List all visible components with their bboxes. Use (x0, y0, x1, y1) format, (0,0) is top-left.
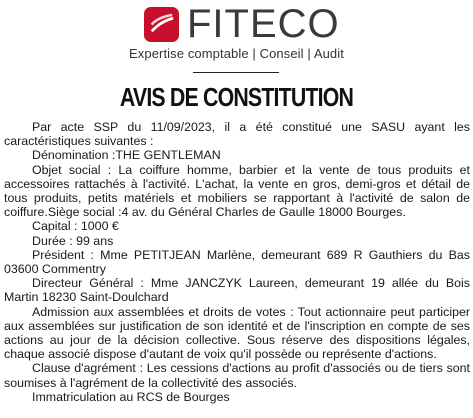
paragraph-directeur-general: Directeur Général : Mme JANCZYK Laureen, demeurant 19 allée du Bois Martin 18230 Saint-Doulchard (4, 276, 470, 305)
paragraph-denomination: Dénomination :THE GENTLEMAN (32, 148, 221, 163)
paragraph-duree: Durée : 99 ans (32, 233, 114, 248)
divider (193, 72, 279, 73)
notice-title: AVIS DE CONSTITUTION (119, 82, 354, 112)
tagline: Expertise comptable | Conseil | Audit (129, 46, 344, 61)
header-logo-block (0, 0, 473, 70)
logo-row (144, 2, 340, 46)
paragraph-president: Président : Mme PETITJEAN Marlène, demeurant 689 R Gauthiers du Bas 03600 Commentry (4, 247, 470, 277)
paragraph-objet-social: Objet social : La coiffure homme, barbier et la vente de tous produits et accessoires rattachés à l'activité. L'achat, la vente en gros, demi-gros et détail de tous produits, petits matériels et mobiliers se rapportant à l'activité de salon de coiffure.Siège social :4 av. du Général Charles de Gaulle 18000 Bourges. (4, 162, 470, 220)
paragraph-capital: Capital : 1000 € (32, 219, 119, 234)
paragraph-immatriculation: Immatriculation au RCS de Bourges (32, 389, 230, 404)
fiteco-logo-icon (144, 7, 179, 42)
brand-name: FITECO (187, 2, 340, 46)
paragraph-intro: Par acte SSP du 11/09/2023, il a été constitué une SASU ayant les caractéristiques suivantes : (4, 120, 470, 149)
notice-body (4, 120, 470, 404)
paragraph-clause-agrement: Clause d'agrément : Les cessions d'actions au profit d'associés ou de tiers sont soumises à l'agrément de la collectivité des associés. (4, 361, 470, 390)
paragraph-admission: Admission aux assemblées et droits de votes : Tout actionnaire peut participer aux assemblées sur justification de son identité et de l'inscription en compte de ses actions au jour de la décision collective. Sous réserve des dispositions légales, chaque associé dispose d'autant de voix qu'il possède ou représente d'actions. (4, 304, 470, 362)
